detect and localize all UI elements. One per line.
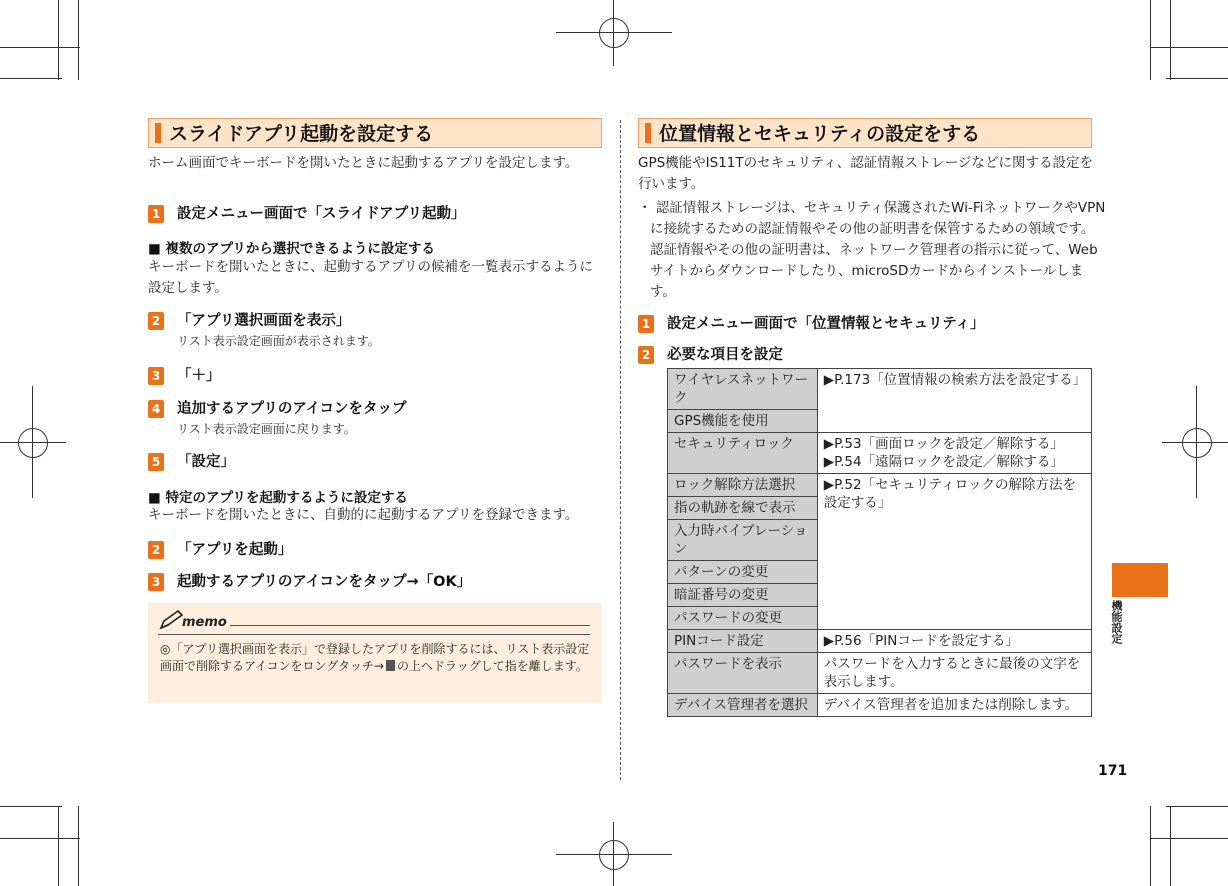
memo-rule: [230, 625, 590, 626]
table-value-line: ▶P.53「画面ロックを設定／解除する」: [823, 436, 1064, 452]
section-title: 位置情報とセキュリティの設定をする: [659, 123, 981, 145]
table-key: GPS機能を使用: [668, 410, 818, 433]
registration-circle: [599, 840, 629, 870]
table-key: PINコード設定: [668, 630, 818, 653]
subsection-heading: ■ 特定のアプリを起動するように設定する: [148, 490, 408, 506]
table-value: パスワードを入力するときに最後の文字を表示します。: [817, 653, 1091, 694]
step-label: 追加するアプリのアイコンをタップ: [177, 401, 407, 417]
memo-text-part1: ◎「アプリ選択画面を表示」で登録したアプリを削除するには、リスト表示設定画面で削除するアイコンをロングタッチ→: [160, 642, 590, 673]
crop-mark: [1166, 806, 1228, 807]
table-row: [668, 474, 1092, 497]
crop-mark: [0, 47, 80, 48]
step-number: 2: [638, 346, 654, 364]
table-value-line: ▶P.54「遠隔ロックを設定／解除する」: [823, 454, 1064, 470]
table-key: ロック解除方法選択: [668, 474, 818, 497]
section-title: スライドアプリ起動を設定する: [169, 123, 434, 145]
bullet-note: ・ 認証情報ストレージは、セキュリティ保護されたWi-FiネットワークやVPNに接続するための認証情報やその他の証明書を保管するための領域です。認証情報やその他の証明書は、ネットワーク管理者の指示に従って、Webサイトからダウンロードしたり、microSDカードからインストールします。: [638, 200, 1106, 300]
table-key: パスワードを表示: [668, 653, 818, 694]
table-key: セキュリティロック: [668, 433, 818, 474]
table-key: パスワードの変更: [668, 607, 818, 630]
step-number: 1: [638, 315, 654, 333]
table-row: [668, 653, 1092, 694]
table-value: [817, 433, 1091, 474]
section-header-right: [638, 118, 1092, 148]
step-label: 設定メニュー画面で「位置情報とセキュリティ」: [667, 316, 985, 332]
table-key: デバイス管理者を選択: [668, 694, 818, 717]
step-number: 3: [148, 573, 164, 591]
subsection-desc: キーボードを開いたときに、起動するアプリの候補を一覧表示するように設定します。: [148, 259, 593, 296]
step-number: 1: [148, 205, 164, 223]
step-label: 設定メニュー画面で「スライドアプリ起動」: [177, 206, 466, 222]
memo-rule-2: [158, 634, 590, 635]
intro-text: ホーム画面でキーボードを開いたときに起動するアプリを設定します。: [148, 155, 579, 171]
crop-mark: [78, 806, 79, 886]
memo-text-part2: の上へドラッグして指を離します。: [397, 659, 588, 673]
table-key: ワイヤレスネットワーク: [668, 369, 818, 410]
table-row: [668, 694, 1092, 717]
crop-mark: [78, 0, 79, 80]
crop-mark: [1150, 47, 1228, 48]
crop-mark: [1150, 0, 1151, 80]
table-key: 指の軌跡を線で表示: [668, 497, 818, 520]
step-number: 4: [148, 400, 164, 418]
table-value: ▶P.52「セキュリティロックの解除方法を設定する」: [817, 474, 1091, 630]
step-label: 「アプリを起動」: [177, 542, 293, 558]
crop-mark: [58, 806, 59, 886]
crop-mark: [0, 78, 62, 79]
header-accent-bar: [155, 123, 161, 143]
table-row: [668, 630, 1092, 653]
crop-mark: [0, 838, 80, 839]
crop-mark: [0, 806, 62, 807]
step-number: 5: [148, 453, 164, 471]
page-number: 171: [1098, 763, 1128, 779]
chapter-tab-label: 機能設定: [1110, 600, 1123, 644]
step-label: 「設定」: [177, 454, 235, 470]
registration-circle: [599, 18, 629, 48]
crop-mark: [1170, 0, 1171, 80]
intro-text: GPS機能やIS11Tのセキュリティ、認証情報ストレージなどに関する設定を行います。: [638, 155, 1094, 192]
column-divider: [620, 120, 621, 780]
registration-circle: [18, 428, 48, 458]
subsection-desc: キーボードを開いたときに、自動的に起動するアプリを登録できます。: [148, 507, 579, 523]
memo-box: [148, 603, 602, 703]
step-label: 「＋」: [177, 368, 221, 384]
crop-mark: [58, 0, 59, 80]
registration-circle: [1182, 428, 1212, 458]
settings-table: [667, 368, 1092, 717]
memo-label: memo: [182, 615, 227, 630]
table-row: [668, 433, 1092, 474]
step-number: 2: [148, 312, 164, 330]
pencil-icon: [158, 609, 184, 631]
table-row: [668, 369, 1092, 410]
table-key: パターンの変更: [668, 561, 818, 584]
header-accent-bar: [645, 123, 651, 143]
table-key: 入力時バイブレーション: [668, 520, 818, 561]
chapter-tab: [1112, 563, 1168, 597]
crop-mark: [1150, 838, 1228, 839]
step-label: 必要な項目を設定: [667, 347, 783, 363]
table-key: 暗証番号の変更: [668, 584, 818, 607]
step-note: リスト表示設定画面が表示されます。: [177, 334, 380, 348]
crop-mark: [1150, 806, 1151, 886]
step-label: 「アプリ選択画面を表示」: [177, 313, 351, 329]
crop-mark: [1166, 78, 1228, 79]
step-note: リスト表示設定画面に戻ります。: [177, 422, 356, 436]
table-value: ▶P.56「PINコードを設定する」: [817, 630, 1091, 653]
table-value: ▶P.173「位置情報の検索方法を設定する」: [817, 369, 1091, 433]
subsection-heading: ■ 複数のアプリから選択できるように設定する: [148, 241, 435, 257]
crop-mark: [1170, 806, 1171, 886]
step-number: 2: [148, 541, 164, 559]
trash-icon: [386, 660, 395, 671]
section-header-left: [148, 118, 602, 148]
memo-text: [160, 641, 592, 675]
table-value: デバイス管理者を追加または削除します。: [817, 694, 1091, 717]
step-label: 起動するアプリのアイコンをタップ→「OK」: [177, 574, 472, 590]
step-number: 3: [148, 367, 164, 385]
